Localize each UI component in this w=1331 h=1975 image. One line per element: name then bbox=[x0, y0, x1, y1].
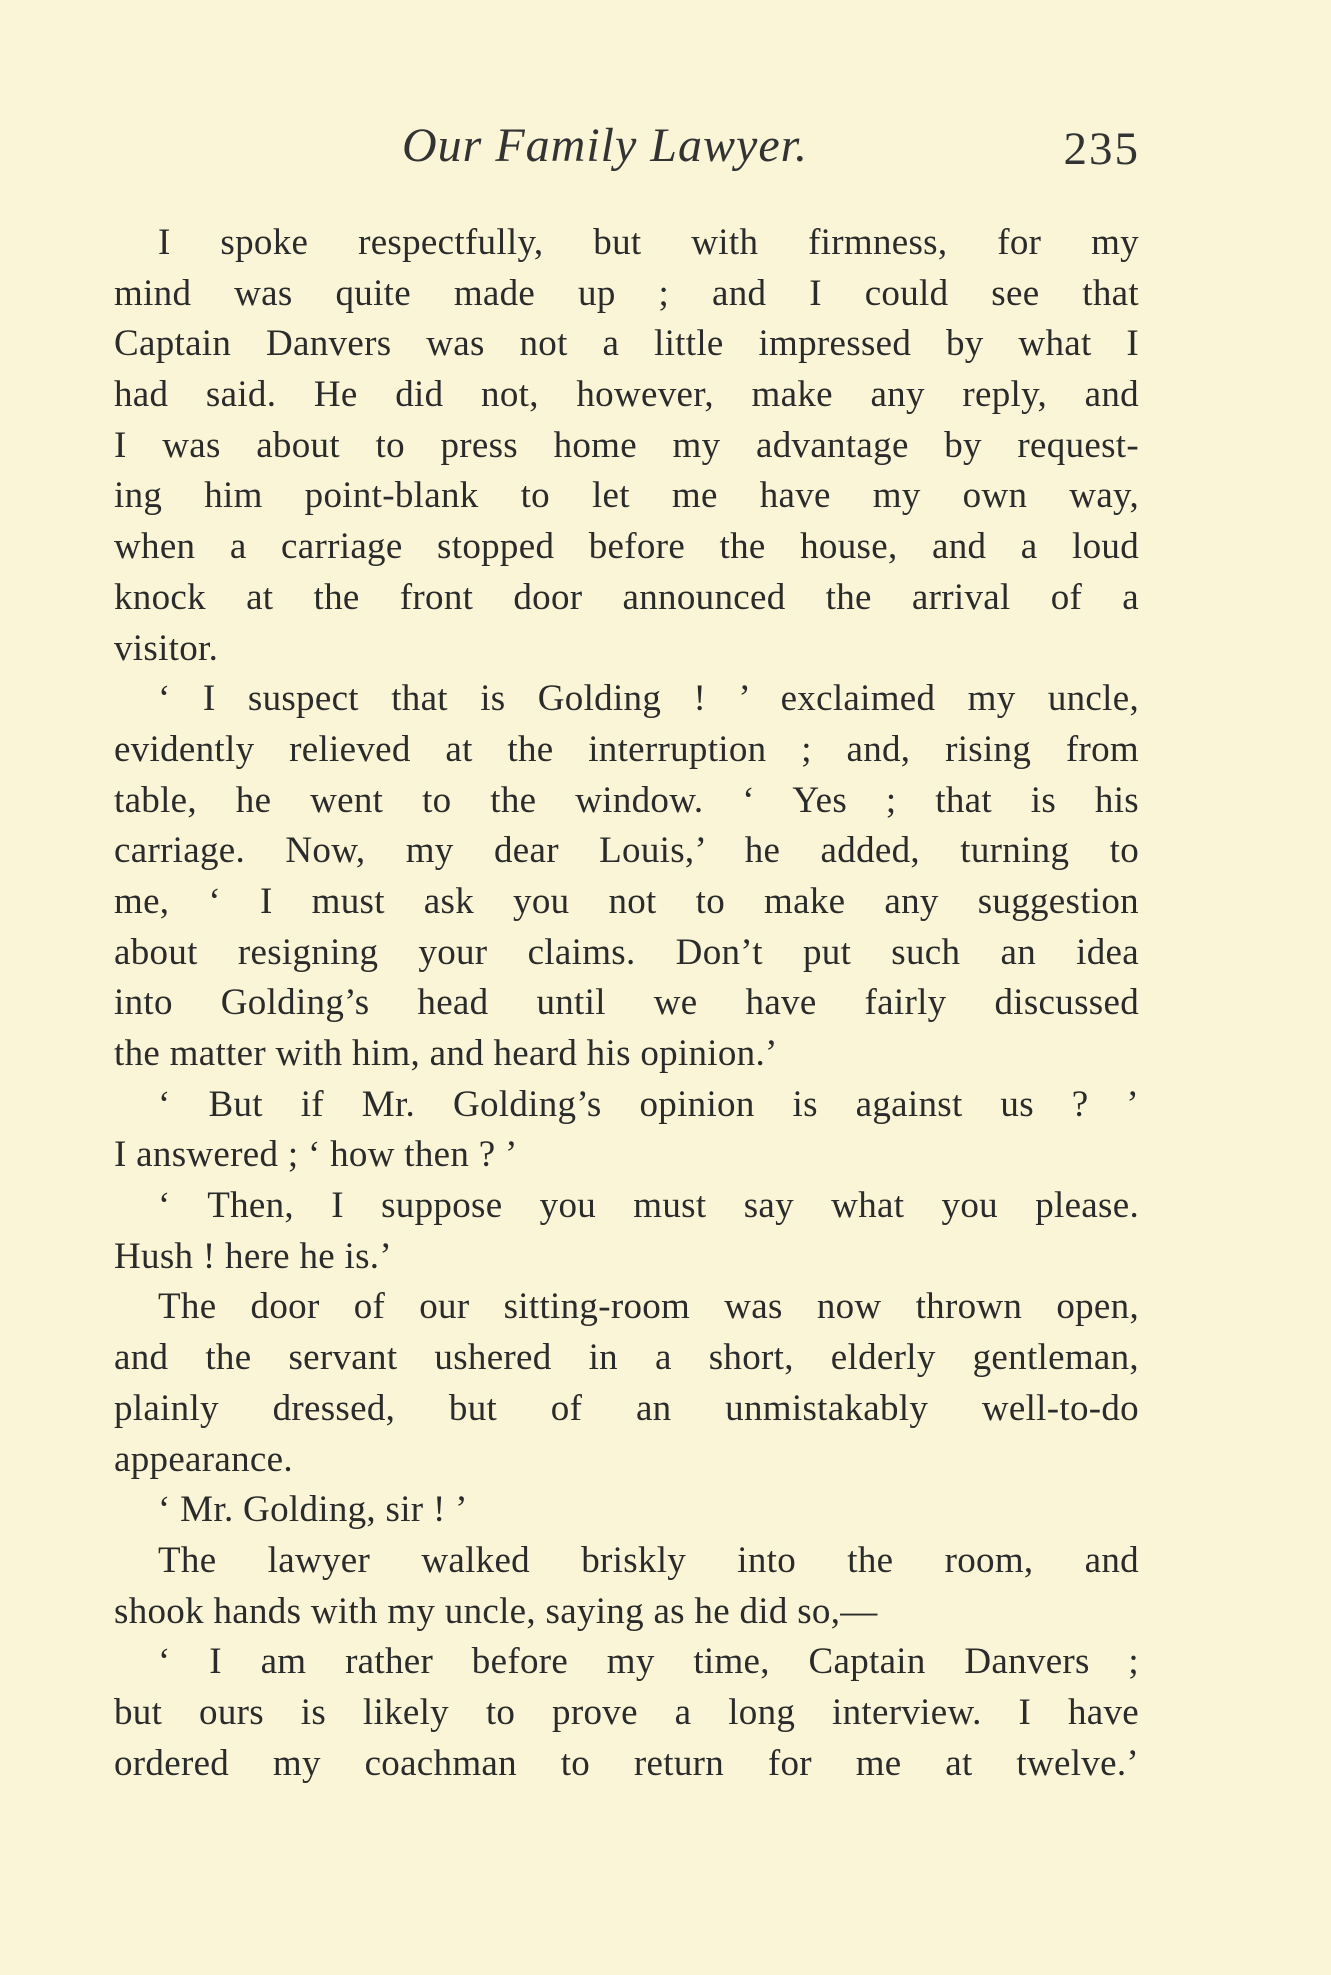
text-line: The door of our sitting-room was now thrown open, bbox=[158, 1286, 1139, 1328]
text-line: visitor. bbox=[114, 627, 219, 669]
text-line: plainly dressed, but of an unmistakably well-to-do bbox=[114, 1387, 1139, 1429]
text-line: I answered ; ‘ how then ? ’ bbox=[114, 1134, 518, 1176]
text-line: about resigning your claims. Don’t put such an idea bbox=[114, 931, 1139, 973]
running-head-title: Our Family Lawyer. bbox=[402, 119, 808, 172]
text-line: but ours is likely to prove a long interview. I have bbox=[114, 1691, 1139, 1733]
text-line: had said. He did not, however, make any reply, and bbox=[114, 374, 1139, 416]
text-line: I was about to press home my advantage by request- bbox=[114, 424, 1139, 466]
text-line: ‘ Then, I suppose you must say what you please. bbox=[158, 1185, 1139, 1227]
text-line: evidently relieved at the interruption ; and, rising from bbox=[114, 728, 1139, 770]
text-line: ing him point-blank to let me have my own way, bbox=[114, 475, 1139, 517]
text-line: shook hands with my uncle, saying as he did so,— bbox=[114, 1590, 878, 1632]
text-line: mind was quite made up ; and I could see that bbox=[114, 272, 1139, 314]
text-line: me, ‘ I must ask you not to make any suggestion bbox=[114, 880, 1139, 922]
text-line: ‘ But if Mr. Golding’s opinion is against us ? ’ bbox=[158, 1083, 1139, 1125]
text-line: the matter with him, and heard his opinion.’ bbox=[114, 1033, 778, 1074]
text-line: ‘ I am rather before my time, Captain Danvers ; bbox=[158, 1641, 1139, 1683]
text-line: ordered my coachman to return for me at twelve.’ bbox=[114, 1742, 1139, 1784]
body-text bbox=[114, 218, 1139, 1789]
text-line: and the servant ushered in a short, elderly gentleman, bbox=[114, 1337, 1139, 1379]
text-line: ‘ Mr. Golding, sir ! ’ bbox=[158, 1489, 468, 1531]
text-line: into Golding’s head until we have fairly discussed bbox=[114, 982, 1139, 1024]
text-line: carriage. Now, my dear Louis,’ he added, turning to bbox=[114, 830, 1139, 872]
text-line: I spoke respectfully, but with firmness, for my bbox=[158, 222, 1139, 263]
text-line: Captain Danvers was not a little impressed by what I bbox=[114, 323, 1139, 365]
text-line: table, he went to the window. ‘ Yes ; that is his bbox=[114, 779, 1139, 821]
page-number: 235 bbox=[1063, 123, 1140, 175]
running-head bbox=[115, 118, 1140, 188]
text-line: Hush ! here he is.’ bbox=[114, 1235, 392, 1277]
text-line: The lawyer walked briskly into the room, and bbox=[158, 1539, 1139, 1581]
text-line: ‘ I suspect that is Golding ! ’ exclaimed my uncle, bbox=[158, 678, 1139, 720]
text-line: knock at the front door announced the arrival of a bbox=[114, 576, 1139, 618]
text-line: when a carriage stopped before the house, and a loud bbox=[114, 526, 1139, 568]
text-line: appearance. bbox=[114, 1438, 293, 1480]
